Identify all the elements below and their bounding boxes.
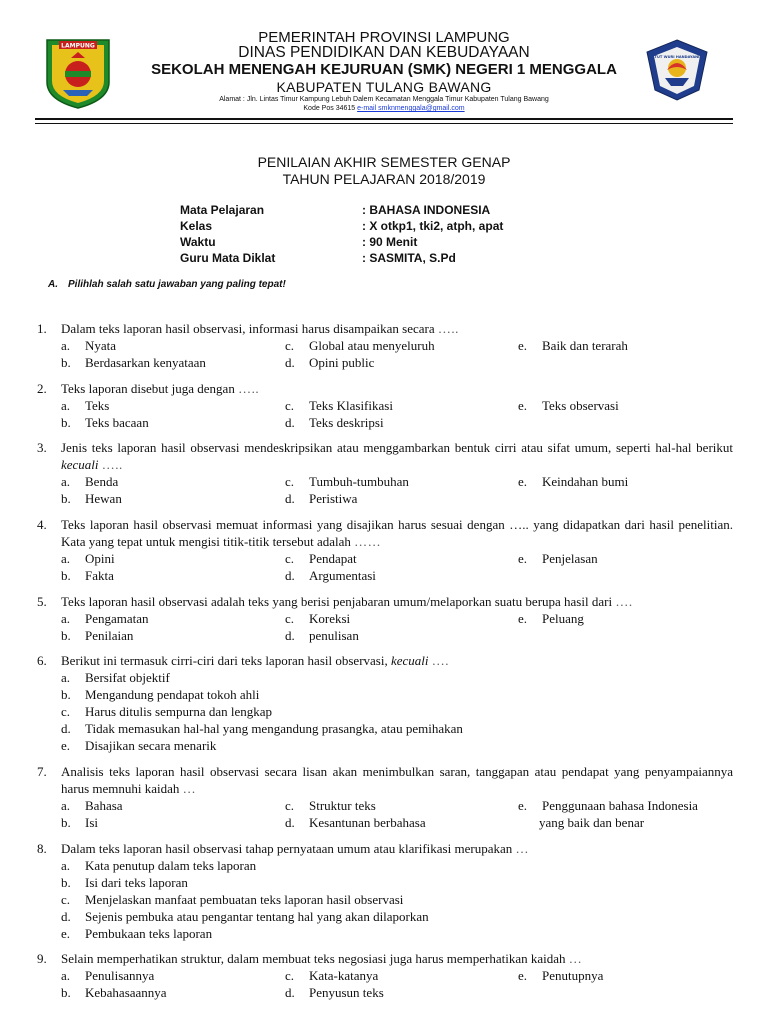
option-text: Teks Klasifikasi <box>309 398 393 413</box>
logo-motto: TUT WURI HANDAYANI <box>654 55 700 59</box>
option-text: Penilaian <box>85 628 134 643</box>
answer-option[interactable] <box>285 967 378 984</box>
answer-option[interactable] <box>61 354 206 371</box>
info-key: Guru Mata Diklat <box>180 251 276 265</box>
option-letter: b. <box>61 985 71 1000</box>
answer-option[interactable] <box>518 967 603 984</box>
answer-option[interactable] <box>285 397 393 414</box>
option-text: Baik dan terarah <box>542 338 628 353</box>
option-letter: c. <box>61 704 71 719</box>
option-letter: e. <box>518 338 528 353</box>
option-text: Isi <box>85 815 98 830</box>
answer-option[interactable] <box>61 550 115 567</box>
option-text: Hewan <box>85 491 122 506</box>
letterhead-government: PEMERINTAH PROVINSI LAMPUNG <box>258 29 510 46</box>
exam-year: TAHUN PELAJARAN 2018/2019 <box>282 171 486 187</box>
info-row <box>180 202 503 218</box>
answer-option[interactable] <box>61 703 272 720</box>
question-text-body: Jenis teks laporan hasil observasi mendeskripsikan atau menggambarkan bentuk cirri atau sifat umum, seperti hal-hal berikut <box>61 440 733 455</box>
postcode: Kode Pos 34615 <box>303 105 356 112</box>
answer-option[interactable] <box>285 567 376 584</box>
info-value: : SASMITA, S.Pd <box>362 251 456 265</box>
option-text: Kebahasaannya <box>85 985 167 1000</box>
answer-option[interactable] <box>61 984 167 1001</box>
question-number: 7. <box>37 764 47 779</box>
option-text: Teks observasi <box>542 398 619 413</box>
question-1 <box>37 320 733 337</box>
answer-option-continuation: yang baik dan benar <box>539 815 645 830</box>
option-letter: e. <box>518 798 528 813</box>
option-letter: e. <box>61 738 71 753</box>
answer-option[interactable] <box>61 908 429 925</box>
option-text: Bersifat objektif <box>85 670 170 685</box>
question-blank: …. <box>431 653 450 668</box>
question-text-body: Dalam teks laporan hasil observasi tahap pernyataan umum atau klarifikasi merupakan <box>61 841 516 856</box>
email-link[interactable]: e-mail smknmenggala@gmail.com <box>357 105 465 112</box>
answer-option[interactable] <box>61 737 216 754</box>
letterhead-divider-thick <box>35 118 733 120</box>
answer-option[interactable] <box>285 984 384 1001</box>
answer-option[interactable] <box>61 814 98 831</box>
answer-option[interactable] <box>61 567 114 584</box>
question-3 <box>37 439 733 473</box>
answer-option[interactable] <box>285 414 384 431</box>
question-stem <box>37 652 733 669</box>
option-letter: b. <box>61 568 71 583</box>
option-letter: c. <box>285 551 295 566</box>
info-key: Kelas <box>180 219 213 233</box>
question-text-body: Teks laporan hasil observasi adalah teks yang berisi penjabaran umum/melaporkan suatu berupa hasil dari <box>61 594 616 609</box>
option-text: Penyusun teks <box>309 985 384 1000</box>
option-text: Koreksi <box>309 611 351 626</box>
option-letter: b. <box>61 491 71 506</box>
question-stem <box>37 439 733 473</box>
question-4 <box>37 516 733 550</box>
question-blank: …. <box>615 594 633 609</box>
option-letter: a. <box>61 338 71 353</box>
option-letter: d. <box>285 415 295 430</box>
question-text-body: Dalam teks laporan hasil observasi, informasi harus disampaikan secara <box>61 321 438 336</box>
answer-option[interactable] <box>285 354 374 371</box>
option-letter: c. <box>285 611 295 626</box>
question-stem <box>37 593 733 610</box>
section-instruction: Pilihlah salah satu jawaban yang paling tepat! <box>68 279 286 290</box>
answer-option[interactable] <box>61 337 116 354</box>
option-text: Pembukaan teks laporan <box>85 926 213 941</box>
option-letter: e. <box>518 968 528 983</box>
option-text: Argumentasi <box>309 568 376 583</box>
answer-option[interactable] <box>61 891 403 908</box>
option-text: Teks bacaan <box>85 415 149 430</box>
question-blank: ….. <box>101 457 123 472</box>
answer-option[interactable] <box>285 627 359 644</box>
question-5 <box>37 593 733 610</box>
letterhead <box>0 0 768 140</box>
option-text: Peluang <box>542 611 584 626</box>
option-text: Global atau menyeluruh <box>309 338 435 353</box>
option-letter: a. <box>61 858 71 873</box>
answer-option[interactable] <box>285 473 409 490</box>
question-emphasis: kecuali <box>390 653 429 668</box>
option-text: penulisan <box>309 628 359 643</box>
option-letter: e. <box>61 926 71 941</box>
question-text <box>61 652 733 669</box>
question-number: 8. <box>37 841 47 856</box>
question-text-body: Teks laporan disebut juga dengan <box>61 381 239 396</box>
option-text: Mengandung pendapat tokoh ahli <box>85 687 260 702</box>
answer-option[interactable] <box>518 550 598 567</box>
option-text: Benda <box>85 474 119 489</box>
question-text <box>61 439 733 473</box>
option-letter: c. <box>285 798 295 813</box>
exam-title: PENILAIAN AKHIR SEMESTER GENAP <box>257 154 511 170</box>
option-text: Kata penutup dalam teks laporan <box>85 858 257 873</box>
answer-option[interactable] <box>61 967 154 984</box>
answer-option[interactable] <box>61 610 149 627</box>
option-letter: d. <box>61 721 71 736</box>
option-letter: d. <box>285 491 295 506</box>
option-letter: a. <box>61 474 71 489</box>
answer-option[interactable] <box>61 686 259 703</box>
letterhead-regency: KABUPATEN TULANG BAWANG <box>276 79 492 95</box>
question-number: 9. <box>37 951 47 966</box>
option-letter: b. <box>61 687 71 702</box>
option-letter: b. <box>61 875 71 890</box>
option-letter: a. <box>61 798 71 813</box>
option-text: Kata-katanya <box>309 968 379 983</box>
option-text: Teks deskripsi <box>309 415 384 430</box>
option-text: Fakta <box>85 568 114 583</box>
answer-option[interactable] <box>518 610 584 627</box>
answer-option[interactable] <box>61 797 123 814</box>
option-letter: b. <box>61 628 71 643</box>
option-letter: d. <box>285 628 295 643</box>
option-text: Pendapat <box>309 551 357 566</box>
info-row <box>180 250 503 266</box>
option-text: Pengamatan <box>85 611 149 626</box>
question-text-body: Selain memperhatikan struktur, dalam membuat teks negosiasi juga harus memperhatikan kaidah <box>61 951 569 966</box>
option-text: Penggunaan bahasa Indonesia <box>542 798 698 813</box>
question-text <box>61 380 733 397</box>
option-letter: d. <box>285 815 295 830</box>
info-key: Mata Pelajaran <box>180 203 265 217</box>
question-number: 3. <box>37 440 47 455</box>
option-letter: d. <box>285 355 295 370</box>
option-letter: a. <box>61 611 71 626</box>
info-value: : BAHASA INDONESIA <box>362 203 491 217</box>
question-blank: … <box>515 841 529 856</box>
question-text <box>61 763 733 797</box>
option-text: Penulisannya <box>85 968 155 983</box>
answer-option[interactable] <box>518 797 698 814</box>
option-letter: b. <box>61 355 71 370</box>
info-row <box>180 234 503 250</box>
question-stem <box>37 840 733 857</box>
option-text: Tumbuh-tumbuhan <box>309 474 409 489</box>
option-letter: e. <box>518 398 528 413</box>
question-text <box>61 320 733 337</box>
question-number: 5. <box>37 594 47 609</box>
question-number: 1. <box>37 321 47 336</box>
question-9 <box>37 950 733 967</box>
letterhead-divider-thin <box>35 123 733 124</box>
question-blank: ….. <box>238 381 260 396</box>
info-value: : X otkp1, tki2, atph, apat <box>362 219 504 233</box>
answer-option[interactable] <box>61 414 149 431</box>
option-text: Disajikan secara menarik <box>85 738 217 753</box>
question-text <box>61 593 733 610</box>
option-letter: c. <box>61 892 71 907</box>
question-7 <box>37 763 733 797</box>
exam-info-table <box>180 202 503 266</box>
option-letter: c. <box>285 338 295 353</box>
option-text: Menjelaskan manfaat pembuatan teks laporan hasil observasi <box>85 892 404 907</box>
answer-option[interactable] <box>61 397 109 414</box>
answer-option[interactable] <box>285 797 376 814</box>
question-stem <box>37 320 733 337</box>
option-text: Opini public <box>309 355 375 370</box>
option-letter: e. <box>518 551 528 566</box>
tut-wuri-handayani-logo <box>643 38 711 102</box>
option-text: Teks <box>85 398 110 413</box>
answer-option[interactable] <box>61 720 463 737</box>
option-letter: b. <box>61 415 71 430</box>
letterhead-address: Alamat : Jln. Lintas Timur Kampung Lebuh Dalem Kecamatan Menggala Timur Kabupaten Tulang Bawang <box>219 96 549 103</box>
option-letter: c. <box>285 474 295 489</box>
option-text: Penjelasan <box>542 551 598 566</box>
answer-option[interactable] <box>285 337 435 354</box>
option-letter: d. <box>285 568 295 583</box>
option-text: Peristiwa <box>309 491 358 506</box>
option-text: Opini <box>85 551 115 566</box>
option-text: Isi dari teks laporan <box>85 875 188 890</box>
section-letter: A. <box>48 279 58 290</box>
question-stem <box>37 763 733 797</box>
option-letter: a. <box>61 551 71 566</box>
question-number: 2. <box>37 381 47 396</box>
answer-option[interactable] <box>285 610 350 627</box>
option-letter: b. <box>61 815 71 830</box>
option-text: Kesantunan berbahasa <box>309 815 426 830</box>
option-text: Tidak memasukan hal-hal yang mengandung prasangka, atau pemihakan <box>85 721 463 736</box>
option-letter: c. <box>285 398 295 413</box>
question-text-body: Analisis teks laporan hasil observasi secara lisan akan menimbulkan saran, tanggapan atau pendapat yang penyampaiannya harus memnuhi kaidah <box>61 764 733 796</box>
question-text-body: Teks laporan hasil observasi memuat informasi yang disajikan harus sesuai dengan ….. yang didapatkan dari hasil penelitian. Kata yang tepat untuk mengisi titik-titik tersebut adalah <box>61 517 733 549</box>
answer-option[interactable] <box>285 490 357 507</box>
answer-option[interactable] <box>61 925 212 942</box>
option-letter: e. <box>518 611 528 626</box>
question-8 <box>37 840 733 857</box>
question-2 <box>37 380 733 397</box>
question-blank: … <box>568 951 583 966</box>
info-row <box>180 218 503 234</box>
letterhead-contact <box>0 105 768 112</box>
question-number: 4. <box>37 517 47 532</box>
answer-option[interactable] <box>61 627 133 644</box>
letterhead-school: SEKOLAH MENENGAH KEJURUAN (SMK) NEGERI 1 MENGGALA <box>151 61 617 78</box>
option-letter: a. <box>61 670 71 685</box>
option-letter: d. <box>285 985 295 1000</box>
option-letter: a. <box>61 968 71 983</box>
question-6 <box>37 652 733 669</box>
answer-option[interactable] <box>518 337 628 354</box>
answer-option[interactable] <box>61 857 256 874</box>
question-blank: … <box>182 781 197 796</box>
logo-caption: LAMPUNG <box>61 42 95 50</box>
answer-option[interactable] <box>61 490 122 507</box>
question-stem <box>37 516 733 550</box>
question-blank: …… <box>354 534 382 549</box>
letterhead-agency: DINAS PENDIDIKAN DAN KEBUDAYAAN <box>238 44 530 61</box>
section-heading <box>48 279 286 290</box>
answer-option[interactable] <box>285 550 357 567</box>
option-text: Harus ditulis sempurna dan lengkap <box>85 704 273 719</box>
question-stem <box>37 950 733 967</box>
info-value: : 90 Menit <box>362 235 418 249</box>
option-text: Bahasa <box>85 798 123 813</box>
answer-option[interactable] <box>61 473 118 490</box>
option-text: Penutupnya <box>542 968 604 983</box>
option-text: Berdasarkan kenyataan <box>85 355 206 370</box>
option-letter: d. <box>61 909 71 924</box>
question-text <box>61 840 733 857</box>
question-text-body: Berikut ini termasuk cirri-ciri dari teks laporan hasil observasi, <box>61 653 391 668</box>
option-text: Nyata <box>85 338 117 353</box>
question-stem <box>37 380 733 397</box>
option-text: Keindahan bumi <box>542 474 629 489</box>
option-letter: e. <box>518 474 528 489</box>
answer-option[interactable] <box>61 874 188 891</box>
question-blank: ….. <box>437 321 459 336</box>
question-text <box>61 950 733 967</box>
question-text <box>61 516 733 550</box>
answer-option[interactable] <box>518 473 628 490</box>
answer-option[interactable] <box>61 669 170 686</box>
answer-option[interactable] <box>518 397 619 414</box>
answer-option[interactable] <box>285 814 426 831</box>
question-number: 6. <box>37 653 47 668</box>
option-letter: a. <box>61 398 71 413</box>
info-key: Waktu <box>180 235 216 249</box>
option-text: Sejenis pembuka atau pengantar tentang hal yang akan dilaporkan <box>85 909 429 924</box>
question-emphasis: kecuali <box>61 457 99 472</box>
option-letter: c. <box>285 968 295 983</box>
option-text: Struktur teks <box>309 798 376 813</box>
